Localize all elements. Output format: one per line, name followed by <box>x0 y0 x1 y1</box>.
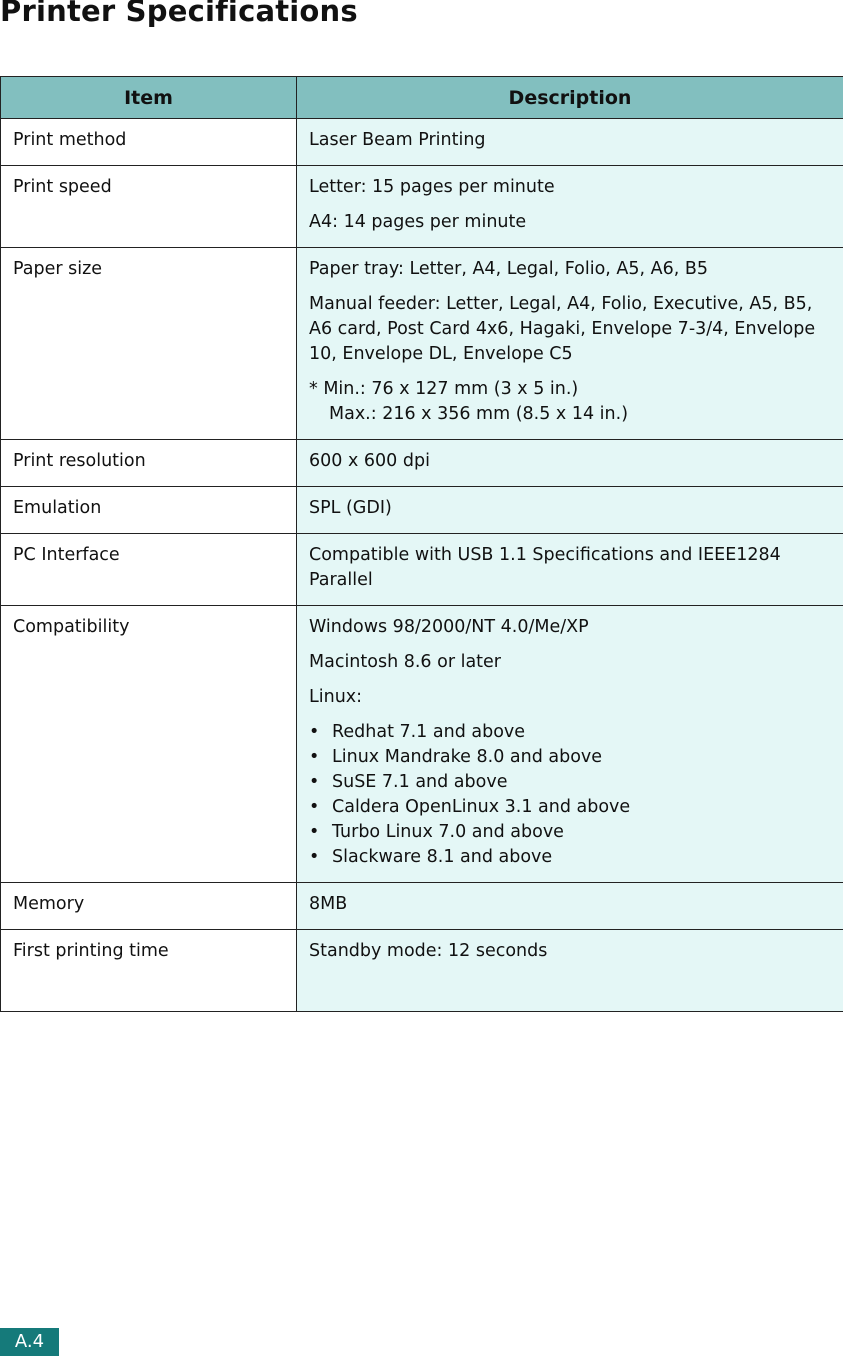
description-cell <box>297 606 843 883</box>
description-text: 600 x 600 dpi <box>309 451 430 471</box>
item-cell: First printing time <box>1 930 297 1012</box>
table-row <box>1 534 843 606</box>
table-row <box>1 883 843 930</box>
table-row <box>1 606 843 883</box>
item-cell: Compatibility <box>1 606 297 883</box>
table-row <box>1 930 843 1012</box>
description-cell <box>297 534 843 606</box>
list-item: • Turbo Linux 7.0 and above <box>309 820 831 845</box>
item-cell: PC Interface <box>1 534 297 606</box>
description-cell <box>297 883 843 930</box>
list-item: • Linux Mandrake 8.0 and above <box>309 745 831 770</box>
description-cell <box>297 166 843 248</box>
list-item: • Slackware 8.1 and above <box>309 845 831 870</box>
description-text: Linux: <box>309 687 363 707</box>
table-row <box>1 119 843 166</box>
column-header-description: Description <box>297 77 843 119</box>
table-row <box>1 440 843 487</box>
description-text: 8MB <box>309 894 348 914</box>
page-number-tab: A.4 <box>0 1328 59 1356</box>
description-cell <box>297 119 843 166</box>
description-text: Macintosh 8.6 or later <box>309 652 502 672</box>
item-cell: Print resolution <box>1 440 297 487</box>
linux-distribution-list <box>309 720 831 870</box>
size-note-max: Max.: 216 x 356 mm (8.5 x 14 in.) <box>329 404 629 424</box>
description-text: Laser Beam Printing <box>309 130 486 150</box>
description-cell <box>297 248 843 440</box>
size-note-min: * Min.: 76 x 127 mm (3 x 5 in.) <box>309 379 579 399</box>
table-row <box>1 487 843 534</box>
column-header-item: Item <box>1 77 297 119</box>
description-text: SPL (GDI) <box>309 498 392 518</box>
specifications-table <box>0 76 843 1012</box>
list-item: • Caldera OpenLinux 3.1 and above <box>309 795 831 820</box>
item-cell: Memory <box>1 883 297 930</box>
list-item: • SuSE 7.1 and above <box>309 770 831 795</box>
description-text: Letter: 15 pages per minute <box>309 177 555 197</box>
item-cell: Print method <box>1 119 297 166</box>
page-title: Printer Specifications <box>0 0 358 28</box>
table-row <box>1 248 843 440</box>
description-text: Manual feeder: Letter, Legal, A4, Folio, Executive, A5, B5, A6 card, Post Card 4x6, Hagaki, Envelope 7-3/4, Envelope 10, Envelope DL, Envelope C5 <box>309 294 816 364</box>
description-text: Compatible with USB 1.1 Specifications and IEEE1284 Parallel <box>309 545 781 590</box>
description-cell <box>297 930 843 1012</box>
description-text: Paper tray: Letter, A4, Legal, Folio, A5, A6, B5 <box>309 259 709 279</box>
item-cell: Emulation <box>1 487 297 534</box>
description-cell <box>297 440 843 487</box>
description-text: Windows 98/2000/NT 4.0/Me/XP <box>309 617 589 637</box>
description-cell <box>297 487 843 534</box>
table-row <box>1 166 843 248</box>
description-text: Standby mode: 12 seconds <box>309 941 548 961</box>
table-header-row <box>1 77 843 119</box>
item-cell: Print speed <box>1 166 297 248</box>
item-cell: Paper size <box>1 248 297 440</box>
list-item: • Redhat 7.1 and above <box>309 720 831 745</box>
description-text: A4: 14 pages per minute <box>309 212 527 232</box>
